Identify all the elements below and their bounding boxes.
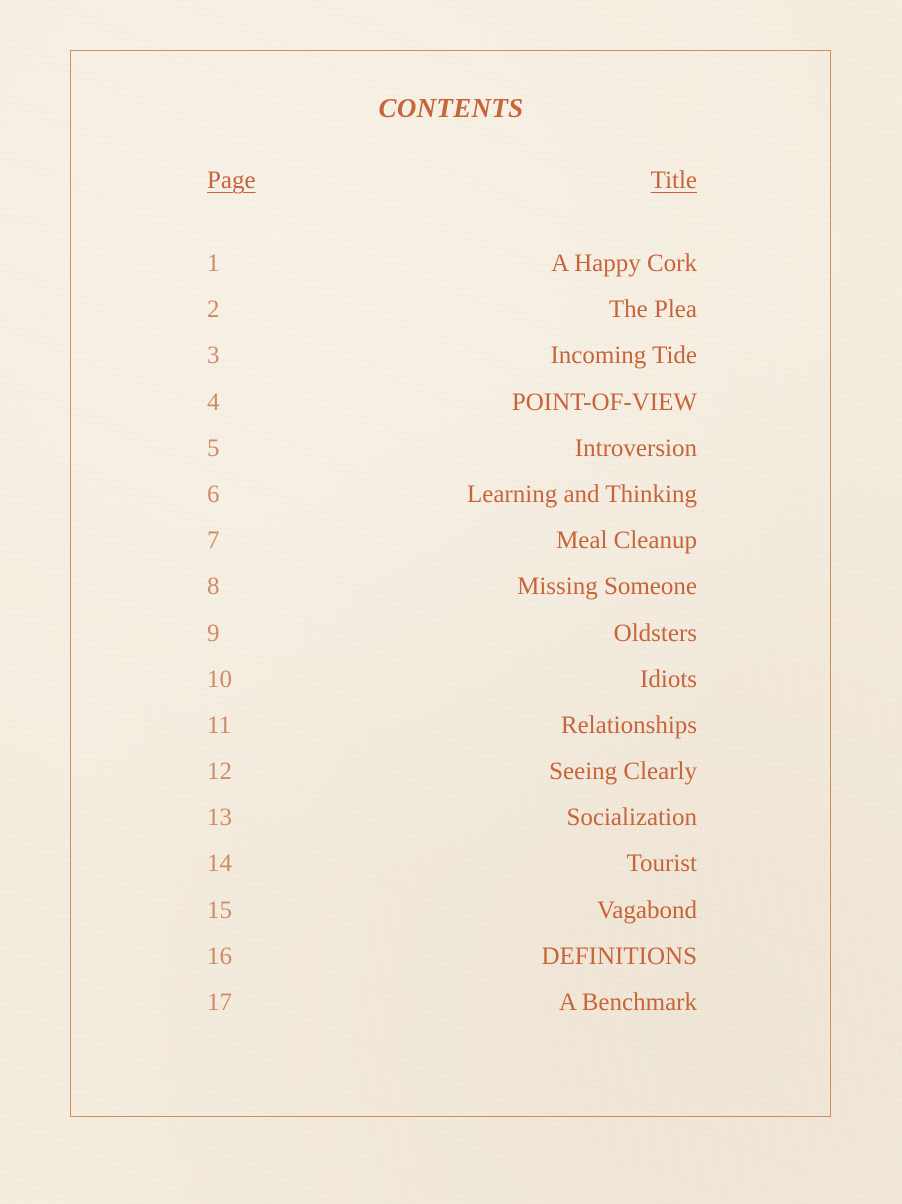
toc-entry <box>207 430 697 476</box>
toc-entry-title: POINT-OF-VIEW <box>511 388 697 416</box>
toc-page-number: 9 <box>207 619 220 647</box>
toc-page-number: 4 <box>207 388 220 416</box>
title-column-header: Title <box>650 167 697 194</box>
toc-entry-title: Oldsters <box>613 619 697 647</box>
toc-entry-title: Tourist <box>626 850 697 878</box>
toc-page-number: 16 <box>207 942 232 970</box>
toc-page-number: 12 <box>207 758 232 786</box>
toc-entry-title: A Benchmark <box>558 989 697 1016</box>
toc-entry <box>207 384 697 430</box>
toc-entry <box>207 291 697 337</box>
toc-entry <box>207 337 697 383</box>
toc-entry-title: Seeing Clearly <box>549 758 697 786</box>
toc-entry-title: Incoming Tide <box>550 342 697 370</box>
toc-entry-title: A Happy Cork <box>551 250 697 277</box>
toc-entry-title: The Plea <box>608 296 697 324</box>
toc-page-number: 17 <box>207 989 232 1016</box>
toc-entry <box>207 615 697 661</box>
toc-page-number: 1 <box>207 250 220 277</box>
toc-entry-title: Meal Cleanup <box>556 527 697 555</box>
toc-entry <box>207 522 697 568</box>
toc-page-number: 10 <box>207 665 232 693</box>
toc-entry <box>207 476 697 522</box>
toc-entry <box>207 845 697 891</box>
toc-entry-title: DEFINITIONS <box>541 942 697 970</box>
toc-entry <box>207 984 697 1030</box>
toc-entry <box>207 245 697 291</box>
contents-heading: CONTENTS <box>378 93 524 123</box>
toc-page-number: 14 <box>207 850 232 878</box>
toc-page-number: 6 <box>207 480 220 508</box>
toc-entry <box>207 892 697 938</box>
toc-page-number: 8 <box>207 573 220 601</box>
toc-page-number: 7 <box>207 527 220 555</box>
toc-entry-title: Learning and Thinking <box>466 480 697 508</box>
toc-entry-title: Missing Someone <box>517 573 697 601</box>
toc-page-number: 3 <box>207 342 220 370</box>
toc-entry <box>207 568 697 614</box>
toc-page-number: 2 <box>207 296 220 324</box>
toc-entry <box>207 799 697 845</box>
toc-entry <box>207 707 697 753</box>
toc-entry-title: Vagabond <box>597 896 697 924</box>
toc-page-number: 5 <box>207 434 220 462</box>
toc-page-number: 13 <box>207 804 232 832</box>
table-of-contents <box>207 245 697 1030</box>
toc-entry <box>207 938 697 984</box>
page-column-header: Page <box>207 167 256 194</box>
toc-page-number: 15 <box>207 896 232 924</box>
toc-entry-title: Relationships <box>560 711 697 739</box>
toc-page-number: 11 <box>207 711 232 739</box>
toc-entry <box>207 661 697 707</box>
toc-entry-title: Socialization <box>566 804 697 832</box>
toc-entry-title: Introversion <box>574 434 697 462</box>
toc-entry-title: Idiots <box>640 665 697 693</box>
toc-entry <box>207 753 697 799</box>
